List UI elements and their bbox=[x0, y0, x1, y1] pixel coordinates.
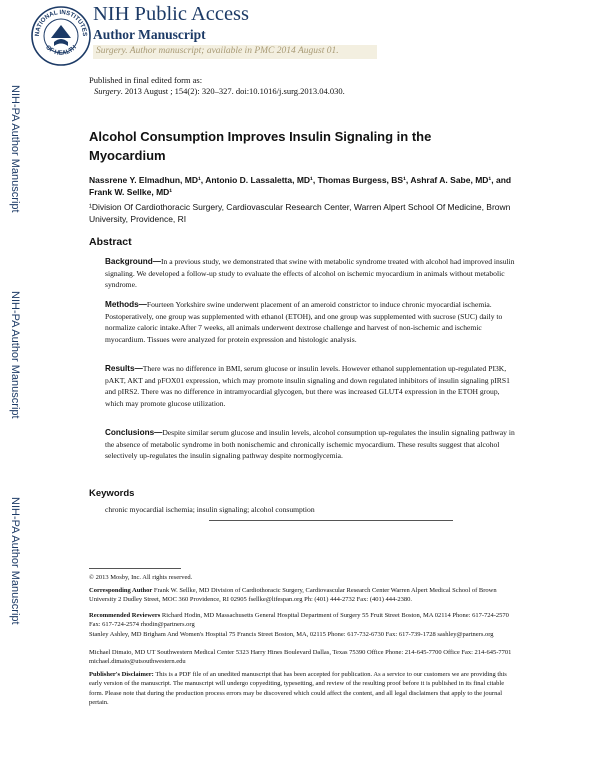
keywords-text: chronic myocardial ischemia; insulin signaling; alcohol consumption bbox=[105, 505, 315, 514]
svg-text:NATIONAL INSTITUTES: NATIONAL INSTITUTES bbox=[33, 8, 89, 37]
disclaimer-text: This is a PDF file of an unedited manuscript that has been accepted for publication. As a service to our customers we are providing this early version of the manuscript. The manuscript will undergo copyediting, typesetting, and review of the resulting proof before it is published in its final citable form. Please note that during the production process errors may be discovered which could affect the content, and all legal disclaimers that apply to the journal pertain. bbox=[89, 671, 507, 706]
side-label: NIH-PA Author Manuscript bbox=[9, 497, 21, 625]
published-in-label: Published in final edited form as: bbox=[89, 75, 203, 85]
journal-name: Surgery bbox=[94, 86, 121, 96]
copyright: © 2013 Mosby, Inc. All rights reserved. bbox=[89, 574, 193, 581]
affiliation: ¹Division Of Cardiothoracic Surgery, Cardiovascular Research Center, Warren Alpert School Of Medicine, Brown University, Providence, RI bbox=[89, 202, 511, 224]
results-label: Results— bbox=[105, 364, 143, 373]
side-label: NIH-PA Author Manuscript bbox=[9, 291, 21, 419]
abstract-background bbox=[105, 256, 515, 291]
corresponding-text: Frank W. Sellke, MD Division of Cardiothoracic Surgery, Cardiovascular Research Center Warren Alpert Medical School of Brown University 2 Dudley Street, MOC 360 Providence, RI 02905 fsellke@lifespan.org Ph: (401) 444-2732 Fax: (401) 444-2380. bbox=[89, 587, 497, 604]
background-label: Background— bbox=[105, 257, 161, 266]
side-label: NIH-PA Author Manuscript bbox=[9, 85, 21, 213]
citation bbox=[94, 86, 345, 96]
header-title: NIH Public Access bbox=[93, 3, 250, 25]
reviewer-ashley: Stanley Ashley, MD Brigham And Women's Hospital 75 Francis Street Boston, MA, 02115 Phone: 617-732-6730 Fax: 617-739-1728 sashley@partners.org bbox=[89, 631, 494, 638]
methods-label: Methods— bbox=[105, 300, 147, 309]
citation-rest: . 2013 August ; 154(2): 320–327. doi:10.1016/j.surg.2013.04.030. bbox=[120, 86, 345, 96]
background-text: In a previous study, we demonstrated that swine with metabolic syndrome treated with alcohol had improved insulin signaling. We developed a follow-up study to evaluate the effects of alcohol on ischemic myocardium in animals without metabolic syndrome. bbox=[105, 257, 515, 289]
results-text: There was no difference in BMI, serum glucose or insulin levels. However ethanol supplementation up-regulated PI3K, pAKT, AKT and pFOX01 expression, which may promote insulin signaling and down regulated inhibitors of insulin signaling pIRS1 and pIRS2. There was no difference in intramyocardial glycogen, but there was increased GLUT4 expression in the ETOH group, which may promote glucose utilization. bbox=[105, 364, 510, 408]
svg-text:OF HEALTH: OF HEALTH bbox=[44, 43, 78, 57]
header-subtitle: Author Manuscript bbox=[93, 27, 206, 42]
reviewers-text: Richard Hodin, MD Massachusetts General Hospital Department of Surgery 55 Fruit Street Boston, MA 02114 Phone: 617-724-2570 Fax: 617-724-2574 rhodin@partners.org bbox=[89, 612, 509, 629]
abstract-methods bbox=[105, 299, 515, 345]
conclusions-text: Despite similar serum glucose and insulin levels, alcohol consumption up-regulates the insulin signaling pathway in the absence of metabolic syndrome in both nonischemic and chronically ischemic myocardium. These results suggest that alcohol selectively up-regulates the insulin signaling pathway despite normoglycemia. bbox=[105, 428, 515, 460]
nih-seal-logo bbox=[30, 5, 92, 67]
publisher-disclaimer bbox=[89, 670, 519, 707]
divider bbox=[209, 520, 453, 521]
reviewer-dimaio: Michael Dimaio, MD UT Southwestern Medical Center 5323 Harry Hines Boulevard Dallas, Texas 75390 Office Phone: 214-645-7700 Office Fax: 214-645-7701 michael.dimaio@utsouthwestern.edu bbox=[89, 649, 512, 666]
availability-text: Surgery. Author manuscript; available in PMC 2014 August 01. bbox=[96, 46, 339, 56]
abstract-conclusions bbox=[105, 427, 515, 462]
keywords-heading: Keywords bbox=[89, 488, 135, 499]
footnote-divider bbox=[89, 568, 181, 569]
corresponding-label: Corresponding Author bbox=[89, 587, 153, 594]
abstract-results bbox=[105, 363, 515, 409]
methods-text: Fourteen Yorkshire swine underwent placement of an ameroid constrictor to induce chronic myocardial ischemia. Postoperatively, one group was supplemented with ethanol (ETOH), and one group was supplemented with sucrose (SUC) daily to normalize caloric intake.After 7 weeks, all animals underwent dextrose challenge and harvest of non-ischemic and ischemic myocardium. Tissues were analyzed for protein expression and histologic analysis. bbox=[105, 300, 503, 344]
disclaimer-label: Publisher's Disclaimer: bbox=[89, 671, 154, 678]
conclusions-label: Conclusions— bbox=[105, 428, 163, 437]
abstract-heading: Abstract bbox=[89, 236, 132, 248]
author-list: Nassrene Y. Elmadhun, MD¹, Antonio D. Lassaletta, MD¹, Thomas Burgess, BS¹, Ashraf A. Sabe, MD¹, and Frank W. Sellke, MD¹ bbox=[89, 175, 512, 197]
reviewers-note bbox=[89, 611, 519, 630]
corresponding-author-note bbox=[89, 586, 519, 605]
article-title: Alcohol Consumption Improves Insulin Signaling in the Myocardium bbox=[89, 129, 432, 163]
reviewers-label: Recommended Reviewers bbox=[89, 612, 161, 619]
